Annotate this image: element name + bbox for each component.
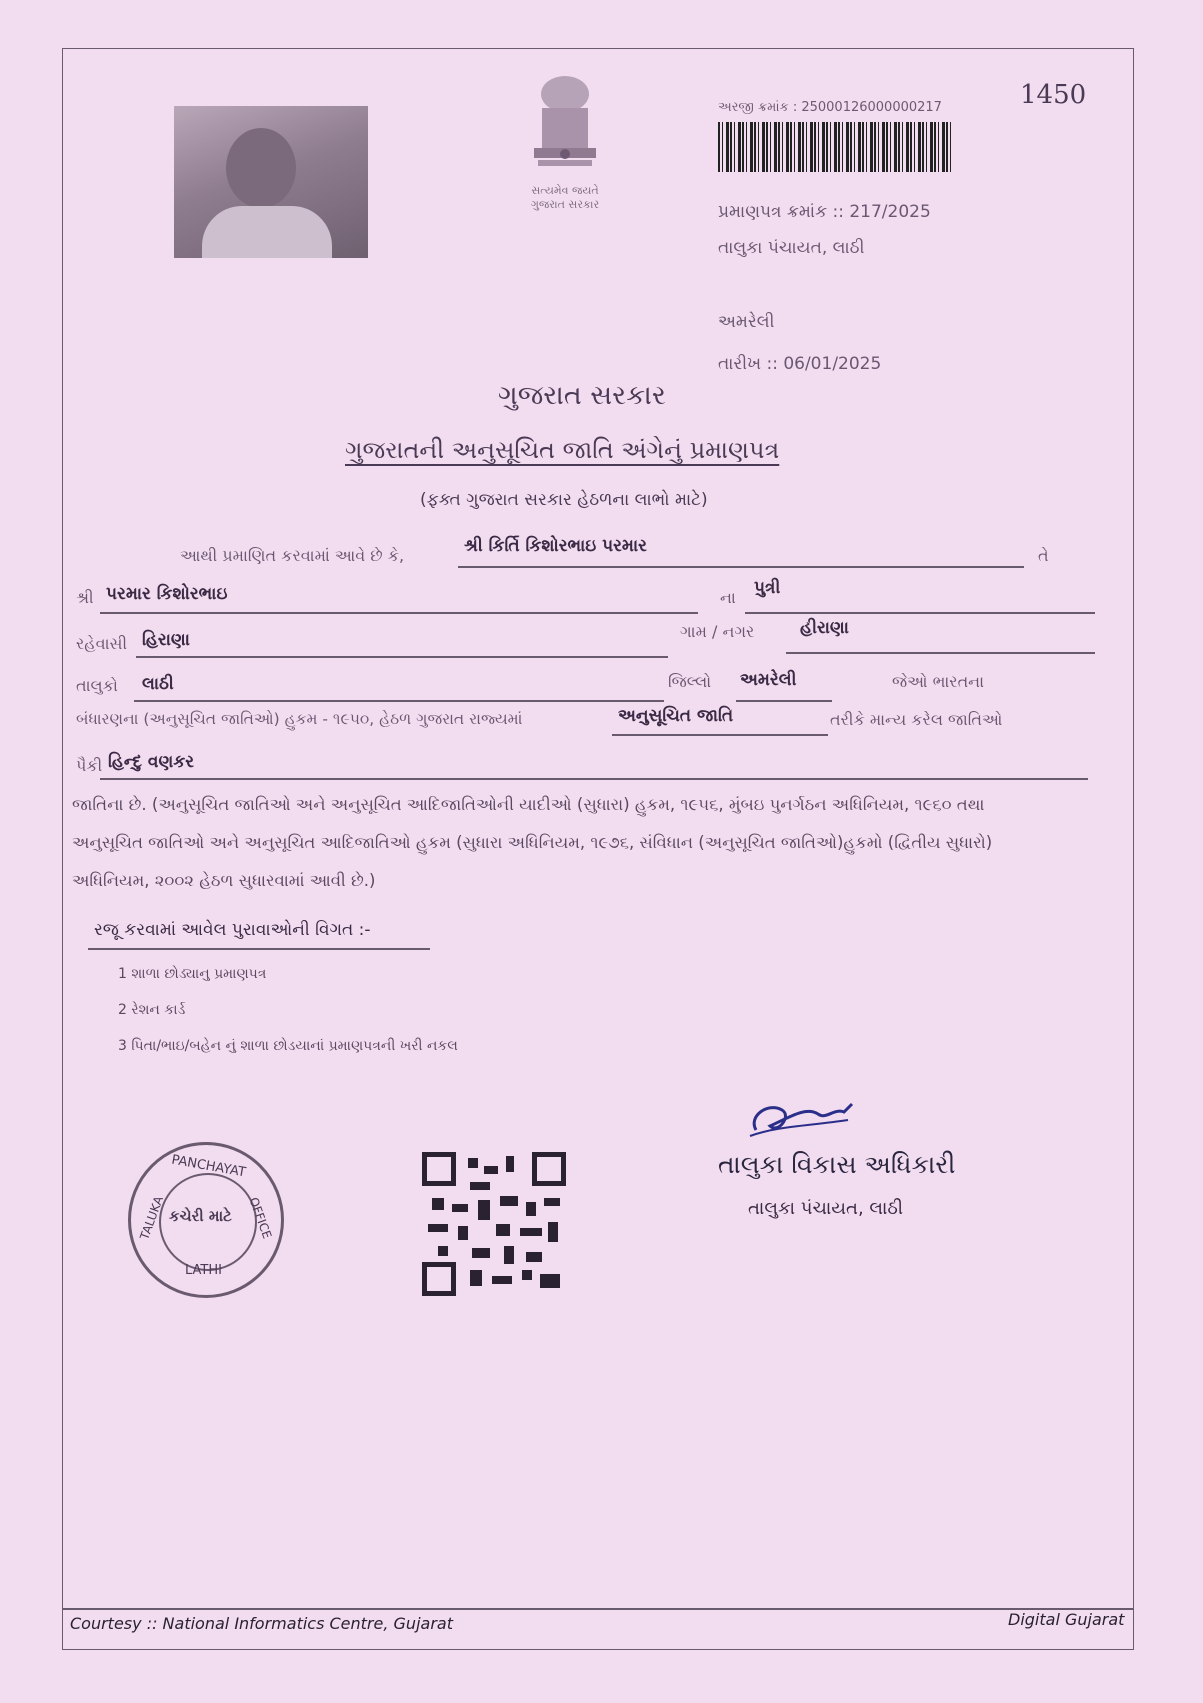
among-label: પૈકી xyxy=(76,756,103,775)
handwritten-number: 1450 xyxy=(1020,80,1087,110)
qr-code-icon xyxy=(422,1152,566,1296)
shri-label: શ્રી xyxy=(76,588,94,607)
india-text: જેઓ ભારતના xyxy=(892,672,985,691)
office-stamp xyxy=(128,1142,284,1298)
footer-courtesy: Courtesy :: National Informatics Centre, Gujarat xyxy=(70,1614,453,1633)
signatory-title: તાલુકા વિકાસ અધિકારી xyxy=(718,1150,956,1179)
barcode-icon xyxy=(718,122,954,172)
certificate-number: પ્રમાણપત્ર ક્રમાંક :: 217/2025 xyxy=(718,202,931,222)
applicant-photo xyxy=(174,106,368,258)
constitution-text: બંધારણના (અનુસૂચિત જાતિઓ) હુકમ - ૧૯૫૦, હેઠળ ગુજરાત રાજ્યમાં xyxy=(76,710,523,728)
district-value: અમરેલી xyxy=(740,670,797,690)
village-label: ગામ / નગર xyxy=(680,622,755,641)
signature-mark xyxy=(748,1096,858,1140)
na-text: ના xyxy=(720,588,736,607)
emblem-motto: સત્યમેવ જયતે xyxy=(531,184,599,197)
certificate-subtitle: (ફક્ત ગુજરાત સરકાર હેઠળના લાભો માટે) xyxy=(420,490,708,510)
stamp-center-text: કચેરી માટે xyxy=(169,1207,232,1225)
govt-title: ગુજરાત સરકાર xyxy=(498,380,666,411)
te-text: તે xyxy=(1038,546,1049,565)
evidence-heading: રજૂ કરવામાં આવેલ પુરાવાઓની વિગત :- xyxy=(94,920,371,940)
footer-brand: Digital Gujarat xyxy=(1008,1610,1125,1629)
certificate-title: ગુજરાતની અનુસૂચિત જાતિ અંગેનું પ્રમાણપત્ર xyxy=(345,436,780,464)
legal-paragraph xyxy=(72,786,1102,900)
stamp-right-text: OFFICE xyxy=(246,1195,275,1241)
emblem-govt: ગુજરાત સરકાર xyxy=(530,198,600,211)
recognized-text: તરીકે માન્ય કરેલ જાતિઓ xyxy=(830,710,1003,729)
caste-value: હિન્દુ વણકર xyxy=(108,752,195,772)
father-name: પરમાર કિશોરભાઇ xyxy=(106,584,228,604)
relation: પુત્રી xyxy=(754,578,781,598)
issue-date: તારીખ :: 06/01/2025 xyxy=(718,354,882,374)
state-emblem-icon xyxy=(520,72,610,182)
category-value: અનુસૂચિત જાતિ xyxy=(618,706,734,726)
village-value: હીરાણા xyxy=(800,618,849,638)
evidence-item-3: 3 પિતા/ભાઇ/બહેન નું શાળા છોડયાનાં પ્રમાણપત્રની ખરી નકલ xyxy=(118,1038,458,1054)
taluka-label: તાલુકો xyxy=(76,676,118,695)
paragraph-line-1: જાતિના છે. (અનુસૂચિત જાતિઓ અને અનુસૂચિત આદિજાતિઓની યાદીઓ (સુધારા) હુકમ, ૧૯૫૬, મુંબઇ પુનર્ગઠન અધિનિયમ, ૧૯૬૦ તથા xyxy=(72,795,985,814)
district-label: જિલ્લો xyxy=(668,672,712,691)
stamp-top-text: PANCHAYAT xyxy=(170,1152,247,1181)
stamp-bottom-text: LATHI xyxy=(185,1263,222,1278)
application-number: અરજી ક્રમાંક : 25000126000000217 xyxy=(718,100,942,115)
issuing-district: અમરેલી xyxy=(718,312,775,332)
applicant-name: શ્રી કિર્તિ કિશોરભાઇ પરમાર xyxy=(464,536,647,556)
issuing-office: તાલુકા પંચાયત, લાઠી xyxy=(718,238,865,258)
evidence-item-1: 1 શાળા છોડ્યાનુ પ્રમાણપત્ર xyxy=(118,966,267,982)
paragraph-line-3: અધિનિયમ, ૨૦૦૨ હેઠળ સુધારવામાં આવી છે.) xyxy=(72,871,376,890)
stamp-left-text: TALUKA xyxy=(137,1194,167,1242)
resident-label: રહેવાસી xyxy=(76,634,128,653)
resident-value: હિરાણા xyxy=(142,630,190,650)
intro-text: આથી પ્રમાણિત કરવામાં આવે છે કે, xyxy=(180,546,405,565)
taluka-value: લાઠી xyxy=(142,674,174,694)
signatory-office: તાલુકા પંચાયત, લાઠી xyxy=(748,1198,904,1219)
evidence-item-2: 2 રેશન કાર્ડ xyxy=(118,1002,186,1018)
paragraph-line-2: અનુસૂચિત જાતિઓ અને અનુસૂચિત આદિજાતિઓ હુકમ (સુધારા અધિનિયમ, ૧૯૭૬, સંવિધાન (અનુસૂચિત જાતિઓ)હુકમો (દ્વિતીય સુધારો) xyxy=(72,833,993,852)
